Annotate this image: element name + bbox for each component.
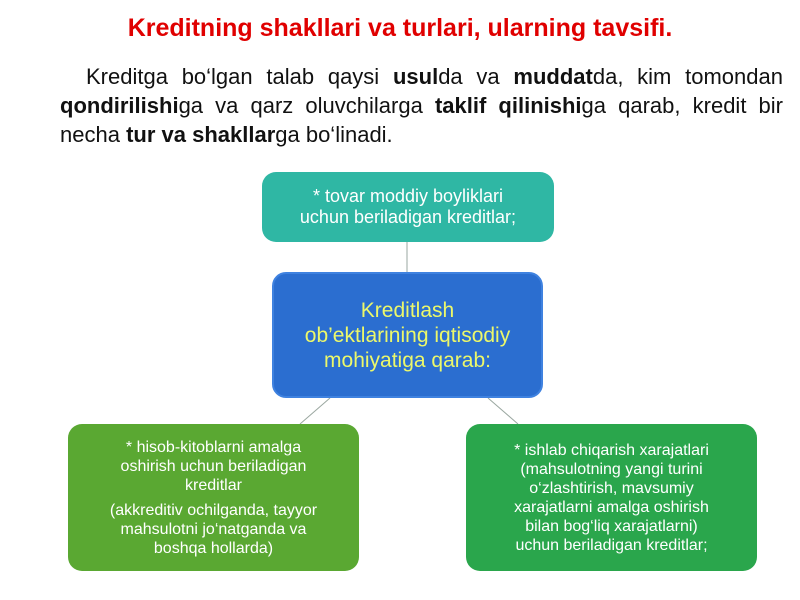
node-hisob-kitob-kreditlar xyxy=(68,424,359,571)
node-left-line-2: oshirish uchun beriladigan xyxy=(120,457,307,475)
connector-right xyxy=(488,398,518,424)
intro-keyword: qondirilishi xyxy=(60,93,179,118)
node-ishlab-chiqarish-kreditlar xyxy=(466,424,757,571)
node-top-line-2: uchun beriladigan kreditlar; xyxy=(299,207,517,227)
node-left-line-1: * hisob-kitoblarni amalga xyxy=(125,438,302,456)
slide-title: Kreditning shakllari va turlari, ularning tavsifi. xyxy=(127,14,673,42)
node-kreditlash-obektlari xyxy=(272,272,543,398)
node-right-line-5: bilan bog‘liq xarajatlarni) xyxy=(525,517,698,535)
connector-left xyxy=(300,398,330,424)
node-center-line-3: mohiyatiga qarab: xyxy=(324,348,491,372)
node-left-line-6: boshqa hollarda) xyxy=(153,539,274,557)
node-right-line-4: xarajatlarni amalga oshirish xyxy=(514,498,709,516)
intro-keyword: usul xyxy=(392,64,439,89)
intro-text: ga qarab, kredit bir necha xyxy=(60,93,784,147)
intro-text: ga bo‘linadi. xyxy=(275,122,393,147)
node-center-line-1: Kreditlash xyxy=(360,298,455,322)
intro-text: da, kim tomondan xyxy=(592,64,783,89)
intro-keyword: tur va shakllar xyxy=(126,122,276,147)
node-top-line-1: * tovar moddiy boyliklari xyxy=(312,186,504,206)
intro-keyword: taklif qilinishi xyxy=(434,93,582,118)
node-right-line-2: (mahsulotning yangi turini xyxy=(520,460,703,478)
node-left-line-3: kreditlar xyxy=(185,476,242,494)
node-center-line-2: ob’ektlarining iqtisodiy xyxy=(304,323,511,347)
intro-text: Kreditga bo‘lgan talab qaysi xyxy=(86,64,393,89)
node-left-line-5: mahsulotni jo‘natganda va xyxy=(120,520,307,538)
node-right-line-1: * ishlab chiqarish xarajatlari xyxy=(514,441,709,459)
node-right-line-6: uchun beriladigan kreditlar; xyxy=(515,536,708,554)
intro-keyword: muddat xyxy=(513,64,593,89)
node-tovar-kreditlar xyxy=(262,172,554,242)
intro-text: ga va qarz oluvchilarga xyxy=(178,93,435,118)
node-left-line-4: (akkreditiv ochilganda, tayyor xyxy=(109,501,318,519)
intro-text: da va xyxy=(438,64,514,89)
node-right-line-3: o‘zlashtirish, mavsumiy xyxy=(529,479,694,497)
